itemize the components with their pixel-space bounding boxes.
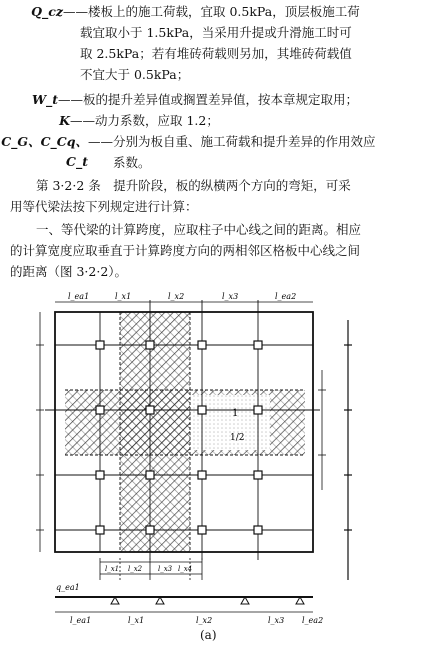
svg-text:l_x1: l_x1 <box>105 565 120 573</box>
definition-symbol: W_t <box>31 92 58 107</box>
definition-text: ——楼板上的施工荷载，宜取 0.5kPa，顶层板施工荷 <box>63 4 360 19</box>
svg-text:l_ea2: l_ea2 <box>302 616 324 625</box>
equivalent-beam <box>55 597 313 612</box>
article-line: 第 3·2·2 条 提升阶段，板的纵横两个方向的弯矩，可采 <box>36 178 351 193</box>
definition-text: ——动力系数，应取 1.2； <box>70 113 219 128</box>
definition-text: 取 2.5kPa；若有堆砖荷载则另加，其堆砖荷载值 <box>80 46 352 61</box>
svg-text:l_x4: l_x4 <box>178 565 193 573</box>
item-line: 的距离（图 3·2·2）。 <box>10 264 128 279</box>
svg-text:l_x2: l_x2 <box>168 292 185 301</box>
svg-text:l_x1: l_x1 <box>128 616 145 625</box>
definition-text: ——分别为板自重、施工荷载和提升差异的作用效应 <box>88 134 376 149</box>
definition-symbol: K <box>59 113 70 128</box>
item-line: 的计算宽度应取垂直于计算跨度方向的两相邻区格板中心线之间 <box>10 243 361 258</box>
definition-text: 载宜取小于 1.5kPa，当采用升提或升滑施工时可 <box>80 25 352 40</box>
svg-text:l_x3: l_x3 <box>268 616 285 625</box>
svg-text:l_ea1: l_ea1 <box>68 292 90 301</box>
definition-text: ——板的提升差异值或搁置差异值，按本章规定取用； <box>58 92 359 107</box>
svg-text:l_ea1: l_ea1 <box>70 616 92 625</box>
svg-text:l_x3: l_x3 <box>222 292 239 301</box>
left-dimension-line <box>36 312 44 552</box>
right-dimension-line <box>318 370 326 490</box>
side-elevation <box>344 320 352 580</box>
definition-text: 不宜大于 0.5kPa； <box>80 67 190 82</box>
equivalent-beam-figure <box>0 290 423 650</box>
definition-symbol: Q_cz <box>31 4 63 19</box>
top-dimension-labels <box>68 292 296 301</box>
bottom-dimension-labels <box>105 565 192 573</box>
svg-text:l_ea2: l_ea2 <box>275 292 297 301</box>
article-line: 用等代梁法按下列规定进行计算： <box>10 199 198 214</box>
zone-fraction: 1/2 <box>230 433 245 443</box>
definition-text: 系数。 <box>113 155 151 170</box>
svg-text:q_ea1: q_ea1 <box>56 583 80 592</box>
definition-symbol: C_G、C_Cq、C_t <box>1 134 88 169</box>
article-3-2-2 <box>10 175 415 217</box>
beam-labels <box>56 583 323 625</box>
zone-label: 1 <box>232 408 239 419</box>
svg-text:l_x3: l_x3 <box>158 565 173 573</box>
svg-text:l_x2: l_x2 <box>128 565 143 573</box>
item-one <box>10 219 415 282</box>
svg-text:l_x2: l_x2 <box>196 616 213 625</box>
figure-caption: (a) <box>200 628 217 642</box>
item-line: 一、等代梁的计算跨度，应取柱子中心线之间的距离。相应 <box>36 222 362 237</box>
svg-text:l_x1: l_x1 <box>115 292 132 301</box>
